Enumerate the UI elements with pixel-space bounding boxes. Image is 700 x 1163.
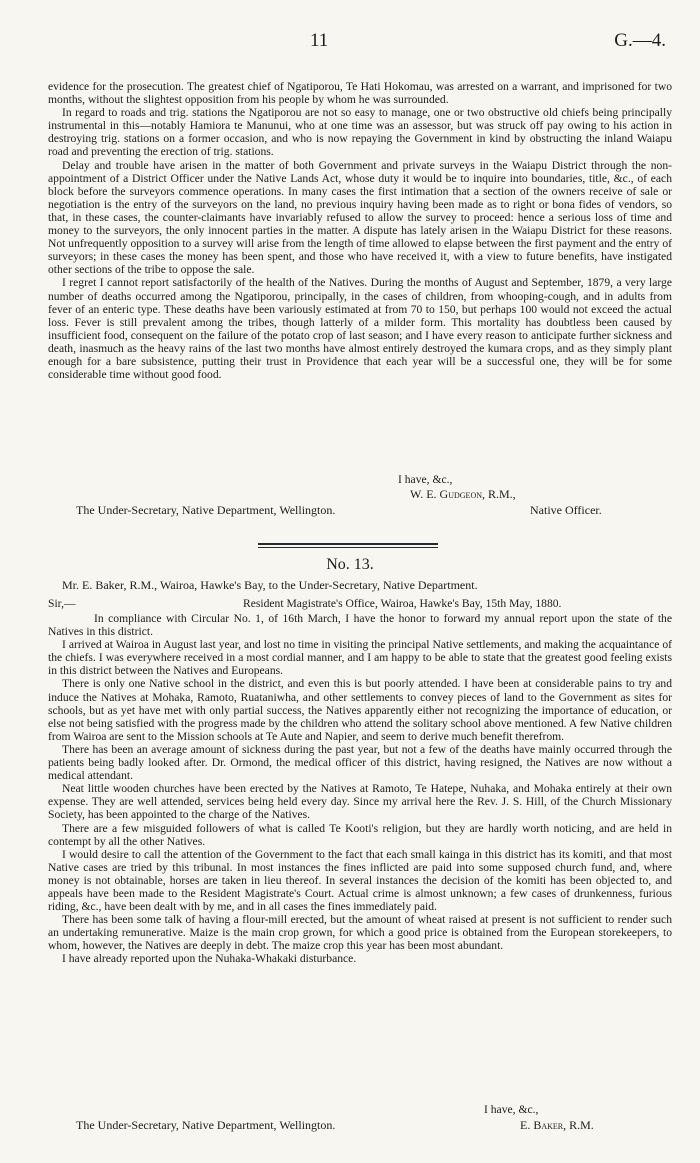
section-divider (258, 543, 438, 545)
dateline: Resident Magistrate's Office, Wairoa, Hawke's Bay, 15th May, 1880. (243, 597, 562, 610)
letter1-signer: W. E. Gudgeon, R.M., (410, 487, 516, 501)
letter2-body (48, 612, 672, 966)
letter2-heading (48, 597, 672, 610)
paragraph: There are a few misguided followers of what is called Te Kooti's religion, but they are hardly worth noticing, and are held in contempt by all the other Natives. (48, 821, 672, 848)
letter2-closing: I have, &c., (484, 1103, 539, 1116)
section-divider-thin (258, 547, 438, 548)
paragraph: Delay and trouble have arisen in the matter of both Government and private surveys in the Waiapu District through the non-appointment of a District Officer under the Native Lands Act, whose duty it would be to inquire into boundaries, title, &c., of each block before the surveyors commence operations. In many cases the first intimation that a section of the owners receive of sale or negotiation is the entry of the surveyors on the land, no previous inquiry having been made as to right or bona fides of vendors, so that, in these cases, the counter-claimants have invariably refused to allow the survey to proceed: hence a serious loss of time and money to the surveyors, the only innocent parties in the matter. A dispute has lately arisen in the Waiapu District for these reasons. Not unfrequently opposition to a survey will arise from the length of time allowed to elapse between the first payment and the entry of surveyors; in these cases the money has been spent, and those who have received it, with a view to future benefits, have instigated other sections of the tribe to oppose the sale. (48, 158, 672, 277)
letter-number: No. 13. (326, 556, 374, 573)
paragraph: Neat little wooden churches have been erected by the Natives at Ramoto, Te Hatepe, Nuhaka, and Mohaka entirely at their own expense. They are well attended, services being held every day. Since my arrival here the Rev. J. S. Hill, of the Church Missionary Society, has been appointed to the charge of the Natives. (48, 782, 672, 822)
letter2-recipient: The Under-Secretary, Native Department, Wellington. (76, 1118, 336, 1132)
document-reference: G.—4. (614, 30, 666, 51)
letter1-signer-title: Native Officer. (530, 503, 602, 517)
letter2-signer: E. Baker, R.M. (520, 1118, 594, 1132)
paragraph: In regard to roads and trig. stations the Ngatiporou are not so easy to manage, one or two obstructive old chiefs being principally instrumental in this—notably Hamiora te Manunui, who at one time was an assessor, but was struck off pay owing to his action in destroying trig. stations on a former occasion, and who is now repaying the Government in kind by obstructing the inland Waiapu road and preventing the erection of trig. stations. (48, 106, 672, 159)
paragraph: There has been some talk of having a flour-mill erected, but the amount of wheat raised at present is not sufficient to render such an undertaking remunerative. Maize is the main crop grown, for which a good price is obtained from the European storekeepers, to whom, however, the Natives are deeply in debt. The maize crop this year has been most abundant. (48, 913, 672, 953)
paragraph: I would desire to call the attention of the Government to the fact that each small kainga in this district has its komiti, and that most Native cases are tried by this tribunal. In most instances the fines inflicted are paid into some supposed church fund, and, where money is not obtainable, horses are taken in lieu thereof. In several instances the decision of the komiti has been objected to, and appeals have been made to the Resident Magistrate's Court. Actual crime is almost unknown; a few cases of drunkenness, furious riding, &c., have been dealt with by me, and in all cases the fines immediately paid. (48, 847, 672, 914)
paragraph: I arrived at Wairoa in August last year, and lost no time in visiting the principal Native settlements, and making the acquaintance of the chiefs. I was everywhere received in a most cordial manner, and I am happy to be able to state that the greatest good feeling exists in this district between the Natives and Europeans. (48, 638, 672, 678)
paragraph: I have already reported upon the Nuhaka-Whakaki disturbance. (62, 952, 357, 966)
letter1-closing: I have, &c., (398, 473, 453, 486)
paragraph: There is only one Native school in the district, and even this is but poorly attended. I have been at considerable pains to try and induce the Natives at Mohaka, Ramoto, Ruataniwha, and other settlements to convey pieces of land to the Government as sites for schools, but as yet have met with only partial success, the Natives apparently either not recognizing the importance of education, or else not being satisfied with the progress made by the children who attend the solitary school above mentioned. A few Native children from Wairoa are sent to the Mission schools at Te Aute and Napier, and seem to derive much benefit therefrom. (48, 677, 672, 743)
letter1-body (48, 80, 672, 381)
paragraph: I regret I cannot report satisfactorily of the health of the Natives. During the months of August and September, 1879, a very large number of deaths occurred among the Ngatiporou, principally, in the cases of children, from whooping-cough, and in adults from fever of an enteric type. These deaths have been variously estimated at from 70 to 150, but perhaps 100 would not exceed the actual loss. Fever is still prevalent among the tribes, though latterly of a milder form. This mortality has doubtless been caused by insufficient food, consequent on the failure of the potato crop of last season; and I have every reason to anticipate further sickness and death, inasmuch as the heavy rains of the last two months have almost entirely destroyed the kumara crops, and as they simply plant enough for a bare subsistence, putting their trust in Providence that each year will be a successful one, they will be for some considerable time without good food. (48, 276, 672, 382)
paragraph: In compliance with Circular No. 1, of 16th March, I have the honor to forward my annual report upon the state of the Natives in this district. (48, 612, 672, 639)
letter1-recipient: The Under-Secretary, Native Department, Wellington. (76, 503, 336, 517)
page-number: 11 (310, 30, 329, 51)
letter2-address: Mr. E. Baker, R.M., Wairoa, Hawke's Bay, to the Under-Secretary, Native Department. (62, 578, 478, 592)
paragraph: evidence for the prosecution. The greatest chief of Ngatiporou, Te Hati Hokomau, was arrested on a warrant, and imprisoned for two months, without the slightest opposition from his people by whom he was surrounded. (48, 80, 672, 107)
paragraph: There has been an average amount of sickness during the past year, but not a few of the deaths have mainly occurred through the patients being badly looked after. Dr. Ormond, the medical officer of this district, having resigned, the Natives are now without a medical attendant. (48, 742, 672, 783)
salutation: Sir,— (48, 597, 76, 610)
